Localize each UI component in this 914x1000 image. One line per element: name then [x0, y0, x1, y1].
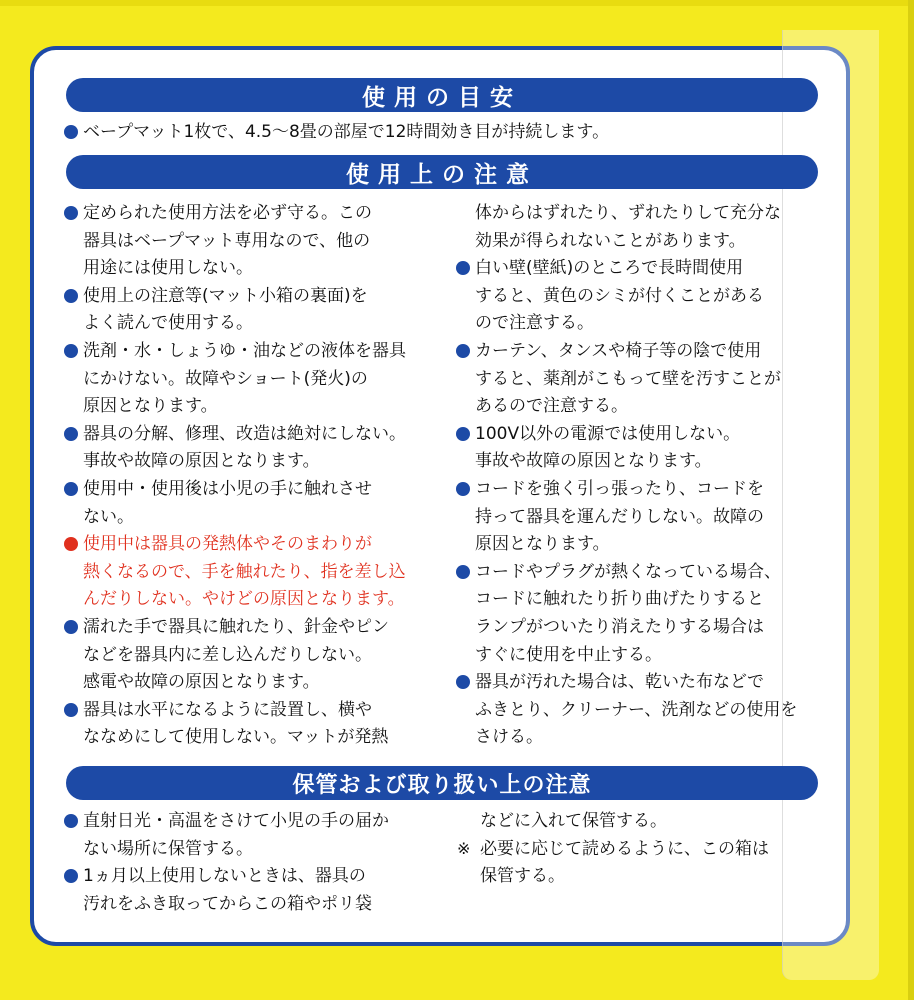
- instruction-line: 体からはずれたり、ずれたりして充分な: [475, 203, 781, 223]
- bullet-icon: [64, 125, 78, 139]
- instruction-line: あるので注意する。: [475, 396, 628, 417]
- package-right-edge: [908, 0, 914, 1000]
- bullet-icon: [64, 427, 78, 441]
- instruction-line: などを器具内に差し込んだりしない。: [83, 644, 372, 665]
- instruction-line: などに入れて保管する。: [480, 811, 667, 831]
- instruction-line: 使用上の注意等(マット小箱の裏面)を: [83, 285, 368, 306]
- section-title-precautions: 使用上の注意: [66, 155, 818, 189]
- instruction-line: 必要に応じて読めるように、この箱は: [480, 838, 769, 859]
- instruction-line: ない場所に保管する。: [83, 838, 253, 859]
- bullet-icon: [64, 703, 78, 717]
- instruction-line: 保管する。: [480, 866, 565, 887]
- instruction-line: んだりしない。やけどの原因となります。: [83, 589, 405, 610]
- instruction-line: 原因となります。: [475, 534, 610, 555]
- bullet-icon: [64, 620, 78, 634]
- bullet-icon: [456, 427, 470, 441]
- instruction-line: 100V以外の電源では使用しない。: [475, 423, 741, 444]
- instruction-line: すると、黄色のシミが付くことがある: [475, 285, 764, 306]
- instruction-line: さける。: [475, 727, 543, 748]
- instruction-line: ので注意する。: [475, 313, 594, 334]
- instruction-line: 器具は水平になるように設置し、横や: [83, 699, 372, 720]
- instruction-line: 直射日光・高温をさけて小児の手の届か: [83, 811, 389, 831]
- instruction-line: 濡れた手で器具に触れたり、針金やピン: [83, 617, 389, 637]
- bullet-icon: [64, 814, 78, 828]
- instruction-line: 熱くなるので、手を触れたり、指を差し込: [83, 561, 406, 582]
- instruction-line: 事故や故障の原因となります。: [83, 451, 320, 472]
- package-top-edge: [0, 0, 914, 6]
- instruction-line: カーテン、タンスや椅子等の陰で使用: [475, 341, 762, 361]
- instruction-line: 器具が汚れた場合は、乾いた布などで: [475, 672, 764, 693]
- instruction-line: ランプがついたり消えたりする場合は: [475, 617, 764, 637]
- bullet-icon: [456, 482, 470, 496]
- instruction-line: よく読んで使用する。: [83, 313, 253, 334]
- instruction-line: 使用中・使用後は小児の手に触れさせ: [83, 479, 372, 499]
- bullet-icon: [64, 344, 78, 358]
- instruction-line: 器具の分解、修理、改造は絶対にしない。: [83, 423, 406, 444]
- instruction-line: ふきとり、クリーナー、洗剤などの使用を: [475, 699, 798, 720]
- instruction-line: 事故や故障の原因となります。: [475, 451, 712, 472]
- instruction-line: 1ヵ月以上使用しないときは、器具の: [83, 866, 366, 887]
- instruction-line: ななめにして使用しない。マットが発熱: [83, 727, 389, 748]
- section-title-storage: 保管および取り扱い上の注意: [66, 766, 818, 800]
- instruction-line: 洗剤・水・しょうゆ・油などの液体を器具: [83, 341, 406, 361]
- instruction-line: コードやプラグが熱くなっている場合、: [475, 561, 781, 582]
- bullet-icon: [64, 482, 78, 496]
- instruction-line: ベープマット1枚で、4.5〜8畳の部屋で12時間効き目が持続します。: [83, 122, 610, 142]
- section-title-usage-guide: 使用の目安: [66, 78, 818, 112]
- instruction-line: 定められた使用方法を必ず守る。この: [83, 203, 372, 223]
- instruction-line: すると、薬剤がこもって壁を汚すことが: [475, 368, 781, 389]
- instruction-line: 使用中は器具の発熱体やそのまわりが: [83, 534, 372, 555]
- instruction-line: 効果が得られないことがあります。: [475, 230, 746, 251]
- instruction-line: 持って器具を運んだりしない。故障の: [475, 506, 764, 527]
- instruction-line: 用途には使用しない。: [83, 258, 253, 279]
- instruction-line: すぐに使用を中止する。: [475, 644, 662, 665]
- instruction-line: 汚れをふき取ってからこの箱やポリ袋: [83, 893, 372, 914]
- instruction-line: 感電や故障の原因となります。: [83, 672, 320, 693]
- instruction-line: 白い壁(壁紙)のところで長時間使用: [475, 258, 744, 279]
- bullet-icon: [456, 344, 470, 358]
- instruction-line: 器具はベープマット専用なので、他の: [83, 230, 371, 251]
- instruction-line: コードに触れたり折り曲げたりすると: [475, 589, 764, 610]
- instruction-line: 原因となります。: [83, 396, 218, 417]
- bullet-icon: [64, 289, 78, 303]
- note-mark: ※: [457, 838, 471, 858]
- instruction-line: にかけない。故障やショート(発火)の: [83, 368, 368, 389]
- bullet-icon: [456, 565, 470, 579]
- instruction-line: コードを強く引っ張ったり、コードを: [475, 479, 764, 499]
- bullet-icon: [64, 206, 78, 220]
- instruction-line: ない。: [83, 506, 134, 527]
